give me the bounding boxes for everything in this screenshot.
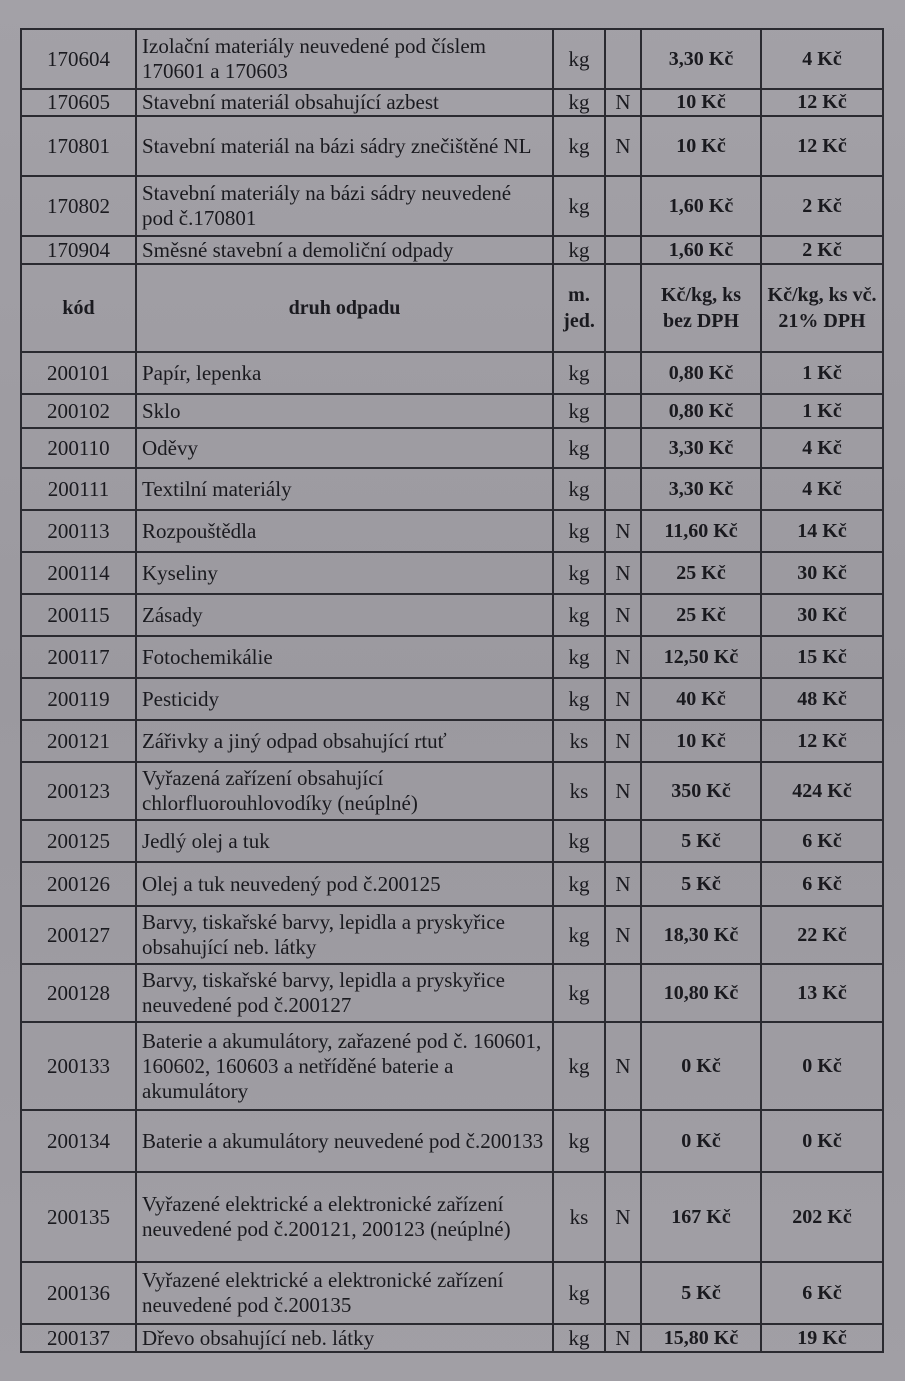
price-without-vat: 3,30 Kč	[641, 29, 761, 89]
hazard-flag	[605, 176, 641, 236]
table-row	[21, 1110, 883, 1172]
price-with-vat: 19 Kč	[761, 1324, 883, 1352]
waste-code: 200117	[21, 636, 136, 678]
waste-name: Jedlý olej a tuk	[136, 820, 553, 862]
table-row	[21, 394, 883, 428]
price-without-vat: 0 Kč	[641, 1022, 761, 1110]
waste-name: Baterie a akumulátory neuvedené pod č.200133	[136, 1110, 553, 1172]
unit-of-measure: kg	[553, 1110, 605, 1172]
hazard-flag: N	[605, 116, 641, 176]
price-with-vat: 48 Kč	[761, 678, 883, 720]
waste-code: 200133	[21, 1022, 136, 1110]
price-without-vat: 350 Kč	[641, 762, 761, 820]
price-with-vat: 0 Kč	[761, 1110, 883, 1172]
price-with-vat: 13 Kč	[761, 964, 883, 1022]
waste-name: Stavební materiály na bázi sádry neuvedené pod č.170801	[136, 176, 553, 236]
header-code: kód	[21, 264, 136, 352]
unit-of-measure: kg	[553, 468, 605, 510]
unit-of-measure: kg	[553, 552, 605, 594]
waste-code: 200125	[21, 820, 136, 862]
price-with-vat: 4 Kč	[761, 29, 883, 89]
hazard-flag	[605, 394, 641, 428]
waste-name: Papír, lepenka	[136, 352, 553, 394]
waste-name: Baterie a akumulátory, zařazené pod č. 160601, 160602, 160603 a netříděné baterie a akumulátory	[136, 1022, 553, 1110]
waste-code: 200102	[21, 394, 136, 428]
waste-code: 170605	[21, 89, 136, 116]
waste-name: Kyseliny	[136, 552, 553, 594]
waste-name: Barvy, tiskařské barvy, lepidla a pryskyřice neuvedené pod č.200127	[136, 964, 553, 1022]
price-with-vat: 0 Kč	[761, 1022, 883, 1110]
header-row	[21, 264, 883, 352]
price-with-vat: 2 Kč	[761, 236, 883, 264]
price-with-vat: 30 Kč	[761, 552, 883, 594]
hazard-flag: N	[605, 89, 641, 116]
price-without-vat: 167 Kč	[641, 1172, 761, 1262]
unit-of-measure: kg	[553, 678, 605, 720]
header-name: druh odpadu	[136, 264, 553, 352]
waste-code: 170604	[21, 29, 136, 89]
price-without-vat: 10 Kč	[641, 720, 761, 762]
table-row	[21, 1262, 883, 1324]
waste-code: 200115	[21, 594, 136, 636]
price-without-vat: 18,30 Kč	[641, 906, 761, 964]
price-with-vat: 4 Kč	[761, 428, 883, 468]
price-without-vat: 0,80 Kč	[641, 352, 761, 394]
price-without-vat: 1,60 Kč	[641, 176, 761, 236]
table-row	[21, 1022, 883, 1110]
waste-code: 200137	[21, 1324, 136, 1352]
table-row	[21, 862, 883, 906]
waste-name: Oděvy	[136, 428, 553, 468]
table-row	[21, 89, 883, 116]
hazard-flag	[605, 468, 641, 510]
table-row	[21, 964, 883, 1022]
hazard-flag: N	[605, 1172, 641, 1262]
table-row	[21, 1172, 883, 1262]
price-without-vat: 40 Kč	[641, 678, 761, 720]
header-unit: m. jed.	[553, 264, 605, 352]
table-body-bottom	[21, 352, 883, 1352]
unit-of-measure: kg	[553, 352, 605, 394]
hazard-flag	[605, 428, 641, 468]
unit-of-measure: kg	[553, 594, 605, 636]
price-without-vat: 1,60 Kč	[641, 236, 761, 264]
price-without-vat: 0,80 Kč	[641, 394, 761, 428]
unit-of-measure: kg	[553, 116, 605, 176]
table-row	[21, 552, 883, 594]
price-with-vat: 1 Kč	[761, 352, 883, 394]
waste-code: 200135	[21, 1172, 136, 1262]
hazard-flag: N	[605, 720, 641, 762]
waste-code: 200123	[21, 762, 136, 820]
hazard-flag	[605, 1262, 641, 1324]
price-without-vat: 0 Kč	[641, 1110, 761, 1172]
waste-name: Sklo	[136, 394, 553, 428]
waste-code: 170904	[21, 236, 136, 264]
unit-of-measure: ks	[553, 762, 605, 820]
unit-of-measure: kg	[553, 964, 605, 1022]
table-row	[21, 236, 883, 264]
price-without-vat: 25 Kč	[641, 552, 761, 594]
waste-code: 200127	[21, 906, 136, 964]
waste-code: 200119	[21, 678, 136, 720]
price-with-vat: 4 Kč	[761, 468, 883, 510]
unit-of-measure: kg	[553, 428, 605, 468]
hazard-flag: N	[605, 510, 641, 552]
waste-name: Vyřazená zařízení obsahující chlorfluorouhlovodíky (neúplné)	[136, 762, 553, 820]
waste-price-table	[20, 28, 884, 1353]
price-without-vat: 12,50 Kč	[641, 636, 761, 678]
table-row	[21, 116, 883, 176]
waste-code: 200126	[21, 862, 136, 906]
table-row	[21, 594, 883, 636]
waste-name: Dřevo obsahující neb. látky	[136, 1324, 553, 1352]
hazard-flag	[605, 964, 641, 1022]
table-row	[21, 720, 883, 762]
hazard-flag	[605, 236, 641, 264]
waste-code: 170801	[21, 116, 136, 176]
price-without-vat: 10 Kč	[641, 89, 761, 116]
waste-name: Izolační materiály neuvedené pod číslem 170601 a 170603	[136, 29, 553, 89]
header-price-net: Kč/kg, ks bez DPH	[641, 264, 761, 352]
table-row	[21, 428, 883, 468]
waste-code: 200134	[21, 1110, 136, 1172]
hazard-flag: N	[605, 762, 641, 820]
unit-of-measure: kg	[553, 29, 605, 89]
hazard-flag: N	[605, 594, 641, 636]
table-row	[21, 636, 883, 678]
hazard-flag	[605, 29, 641, 89]
price-without-vat: 15,80 Kč	[641, 1324, 761, 1352]
unit-of-measure: kg	[553, 236, 605, 264]
waste-name: Zářivky a jiný odpad obsahující rtuť	[136, 720, 553, 762]
table-row	[21, 468, 883, 510]
waste-name: Stavební materiál na bázi sádry znečištěné NL	[136, 116, 553, 176]
waste-name: Fotochemikálie	[136, 636, 553, 678]
price-without-vat: 3,30 Kč	[641, 428, 761, 468]
table-row	[21, 820, 883, 862]
waste-name: Barvy, tiskařské barvy, lepidla a pryskyřice obsahující neb. látky	[136, 906, 553, 964]
table-row	[21, 762, 883, 820]
price-without-vat: 11,60 Kč	[641, 510, 761, 552]
price-without-vat: 10,80 Kč	[641, 964, 761, 1022]
waste-code: 200110	[21, 428, 136, 468]
price-with-vat: 30 Kč	[761, 594, 883, 636]
table-row	[21, 1324, 883, 1352]
hazard-flag: N	[605, 636, 641, 678]
waste-name: Textilní materiály	[136, 468, 553, 510]
header-price-vat: Kč/kg, ks vč. 21% DPH	[761, 264, 883, 352]
waste-code: 200121	[21, 720, 136, 762]
unit-of-measure: kg	[553, 176, 605, 236]
table-body-top	[21, 29, 883, 264]
waste-code: 170802	[21, 176, 136, 236]
table-row	[21, 678, 883, 720]
unit-of-measure: kg	[553, 1262, 605, 1324]
unit-of-measure: kg	[553, 906, 605, 964]
header-hazard	[605, 264, 641, 352]
table-row	[21, 176, 883, 236]
waste-code: 200101	[21, 352, 136, 394]
hazard-flag	[605, 820, 641, 862]
price-without-vat: 3,30 Kč	[641, 468, 761, 510]
table-row	[21, 29, 883, 89]
waste-name: Vyřazené elektrické a elektronické zařízení neuvedené pod č.200121, 200123 (neúplné)	[136, 1172, 553, 1262]
hazard-flag: N	[605, 1324, 641, 1352]
price-without-vat: 5 Kč	[641, 862, 761, 906]
unit-of-measure: kg	[553, 510, 605, 552]
price-without-vat: 25 Kč	[641, 594, 761, 636]
price-without-vat: 10 Kč	[641, 116, 761, 176]
price-with-vat: 6 Kč	[761, 1262, 883, 1324]
waste-name: Směsné stavební a demoliční odpady	[136, 236, 553, 264]
table-header	[21, 264, 883, 352]
waste-code: 200114	[21, 552, 136, 594]
price-without-vat: 5 Kč	[641, 1262, 761, 1324]
unit-of-measure: kg	[553, 89, 605, 116]
waste-name: Rozpouštědla	[136, 510, 553, 552]
waste-code: 200113	[21, 510, 136, 552]
table-row	[21, 906, 883, 964]
waste-code: 200128	[21, 964, 136, 1022]
price-with-vat: 14 Kč	[761, 510, 883, 552]
price-with-vat: 12 Kč	[761, 89, 883, 116]
waste-name: Zásady	[136, 594, 553, 636]
unit-of-measure: kg	[553, 820, 605, 862]
waste-name: Olej a tuk neuvedený pod č.200125	[136, 862, 553, 906]
price-with-vat: 15 Kč	[761, 636, 883, 678]
unit-of-measure: kg	[553, 1022, 605, 1110]
hazard-flag: N	[605, 552, 641, 594]
waste-code: 200111	[21, 468, 136, 510]
unit-of-measure: ks	[553, 720, 605, 762]
unit-of-measure: kg	[553, 394, 605, 428]
hazard-flag	[605, 352, 641, 394]
price-without-vat: 5 Kč	[641, 820, 761, 862]
waste-name: Stavební materiál obsahující azbest	[136, 89, 553, 116]
hazard-flag: N	[605, 862, 641, 906]
table-row	[21, 352, 883, 394]
unit-of-measure: kg	[553, 862, 605, 906]
unit-of-measure: ks	[553, 1172, 605, 1262]
waste-name: Vyřazené elektrické a elektronické zařízení neuvedené pod č.200135	[136, 1262, 553, 1324]
price-with-vat: 12 Kč	[761, 116, 883, 176]
hazard-flag: N	[605, 1022, 641, 1110]
price-with-vat: 6 Kč	[761, 820, 883, 862]
price-with-vat: 12 Kč	[761, 720, 883, 762]
waste-code: 200136	[21, 1262, 136, 1324]
price-with-vat: 1 Kč	[761, 394, 883, 428]
hazard-flag	[605, 1110, 641, 1172]
hazard-flag: N	[605, 906, 641, 964]
table-row	[21, 510, 883, 552]
price-with-vat: 6 Kč	[761, 862, 883, 906]
waste-name: Pesticidy	[136, 678, 553, 720]
unit-of-measure: kg	[553, 1324, 605, 1352]
price-with-vat: 424 Kč	[761, 762, 883, 820]
price-with-vat: 22 Kč	[761, 906, 883, 964]
price-with-vat: 2 Kč	[761, 176, 883, 236]
unit-of-measure: kg	[553, 636, 605, 678]
hazard-flag: N	[605, 678, 641, 720]
price-with-vat: 202 Kč	[761, 1172, 883, 1262]
